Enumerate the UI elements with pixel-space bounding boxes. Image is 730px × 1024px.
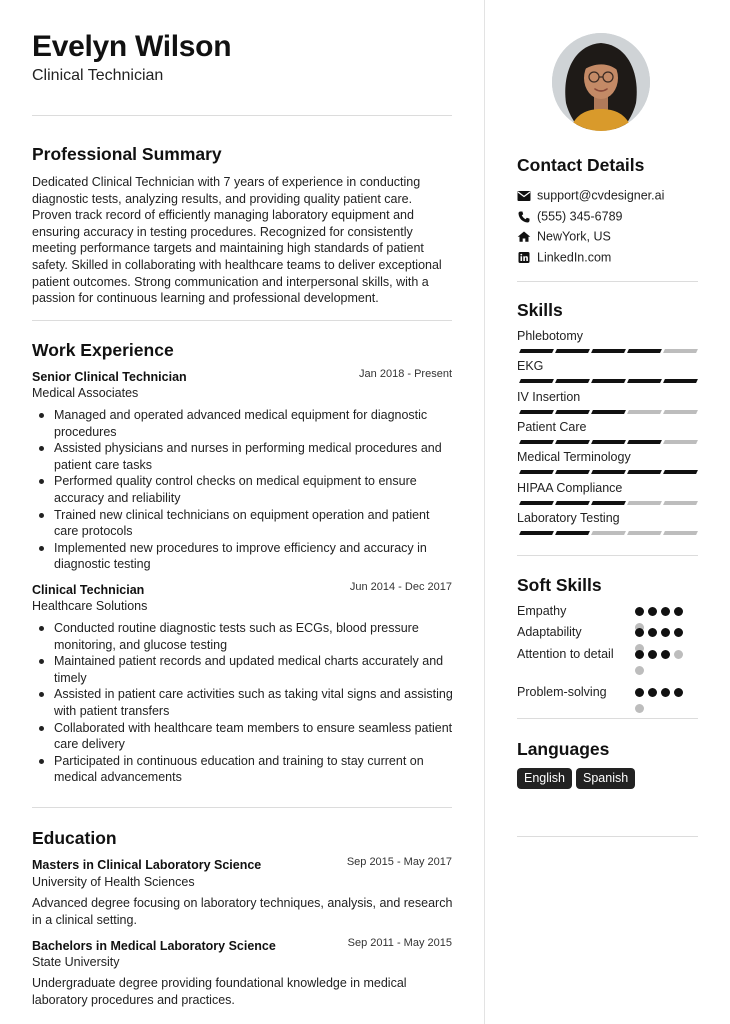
contact-linkedin[interactable] (517, 250, 611, 265)
contact-heading: Contact Details (517, 155, 645, 175)
skill-level-segment (663, 379, 698, 383)
summary-heading: Professional Summary (32, 144, 222, 164)
rating-dot (635, 650, 644, 659)
soft-skill-name: Adaptability (517, 625, 582, 639)
summary-divider (32, 320, 452, 321)
header-divider (32, 115, 452, 116)
skill-level-segment (555, 531, 590, 535)
skill-name: Laboratory Testing (517, 510, 620, 525)
skill-level-segment (591, 531, 626, 535)
skill-level-segment (591, 440, 626, 444)
job-bullets (32, 620, 454, 786)
soft-skill-name: Problem-solving (517, 685, 607, 699)
rating-dot (674, 688, 683, 697)
rating-dot (635, 704, 644, 713)
skill-level-segment (555, 470, 590, 474)
skill-level-segment (555, 410, 590, 414)
rating-dot (661, 607, 670, 616)
skill-level-segment (627, 470, 662, 474)
skill-level-segment (519, 470, 554, 474)
rating-dot (661, 650, 670, 659)
skill-name: Phlebotomy (517, 329, 584, 343)
job-date: Jun 2014 - Dec 2017 (349, 581, 452, 593)
skill-level-segment (519, 410, 554, 414)
skill-level-segment (627, 531, 662, 535)
rating-dot (648, 688, 657, 697)
soft-skills-divider (517, 718, 698, 719)
skill-level-bar (518, 379, 697, 383)
skill-level-segment (519, 501, 554, 505)
skills-divider (517, 555, 698, 556)
skill-level-segment (519, 349, 554, 353)
skill-level-segment (627, 379, 662, 383)
skill-level-segment (627, 349, 662, 353)
job-bullets (32, 407, 454, 573)
skill-level-segment (555, 349, 590, 353)
rating-dot (648, 607, 657, 616)
degree-date: Sep 2015 - May 2017 (346, 856, 452, 868)
languages-divider (517, 836, 698, 837)
skill-name: IV Insertion (517, 389, 581, 404)
skill-level-segment (555, 501, 590, 505)
skill-level-segment (627, 501, 662, 505)
contact-linkedin-text: LinkedIn.com (537, 250, 612, 265)
contact-location (517, 229, 611, 244)
rating-dot (674, 650, 683, 659)
list-item: Participated in continuous education and training to stay current on medical advancements (54, 753, 454, 786)
list-item: Managed and operated advanced medical equipment for diagnostic procedures (54, 407, 454, 440)
list-item: Trained new clinical technicians on equipment operation and patient care protocols (54, 507, 454, 540)
language-chip: English (517, 768, 572, 789)
skill-level-segment (555, 440, 590, 444)
degree-date: Sep 2011 - May 2015 (347, 937, 452, 949)
skill-name: Medical Terminology (517, 450, 631, 465)
experience-heading: Work Experience (32, 340, 174, 360)
experience-divider (32, 807, 452, 808)
skill-level-segment (663, 410, 698, 414)
job-date: Jan 2018 - Present (359, 368, 452, 380)
degree-description: Undergraduate degree providing foundational knowledge in medical laboratory procedures and practices. (32, 976, 407, 1007)
skill-level-bar (518, 440, 697, 444)
rating-dot (635, 628, 644, 637)
candidate-title: Clinical Technician (32, 67, 164, 84)
list-item: Assisted physicians and nurses in performing medical procedures and patient care tasks (54, 440, 454, 473)
phone-icon (517, 211, 531, 223)
job-title: Senior Clinical Technician (32, 370, 187, 384)
rating-dot (648, 628, 657, 637)
skill-level-bar (518, 470, 697, 474)
skill-level-segment (591, 410, 626, 414)
skill-name: HIPAA Compliance (517, 480, 623, 495)
rating-dot (661, 688, 670, 697)
skill-level-bar (518, 501, 697, 505)
skill-name: EKG (517, 359, 544, 374)
list-item: Performed quality control checks on medical equipment to ensure accuracy and reliability (54, 473, 454, 506)
language-chip: Spanish (576, 768, 635, 789)
skill-level-bar (518, 349, 697, 353)
skill-level-segment (663, 501, 698, 505)
skill-level-bar (518, 531, 697, 535)
degree-title: Bachelors in Medical Laboratory Science (32, 939, 276, 953)
skill-level-segment (555, 379, 590, 383)
skill-level-segment (591, 470, 626, 474)
skill-level-segment (591, 379, 626, 383)
soft-skill-name: Attention to detail (517, 647, 614, 661)
linkedin-icon (517, 252, 531, 263)
job-company: Healthcare Solutions (32, 599, 148, 613)
list-item: Collaborated with healthcare team members to ensure seamless patient care delivery (54, 720, 453, 752)
skill-level-segment (627, 410, 662, 414)
avatar (552, 33, 650, 131)
contact-phone-text: (555) 345-6789 (537, 209, 623, 224)
contact-location-text: NewYork, US (537, 229, 611, 244)
contact-divider (517, 281, 698, 282)
school-name: University of Health Sciences (32, 875, 195, 889)
degree-description: Advanced degree focusing on laboratory techniques, analysis, and research in a clinical setting. (32, 896, 453, 927)
contact-phone[interactable] (517, 209, 622, 224)
skill-level-segment (519, 440, 554, 444)
column-divider (484, 0, 485, 1024)
candidate-name: Evelyn Wilson (32, 30, 232, 63)
rating-dot (635, 607, 644, 616)
rating-dot (635, 666, 644, 675)
skill-level-segment (591, 349, 626, 353)
skill-level-segment (663, 531, 698, 535)
skill-level-segment (519, 531, 554, 535)
rating-dot (674, 628, 683, 637)
list-item: Maintained patient records and updated medical charts accurately and timely (54, 653, 454, 686)
soft-skill-name: Empathy (517, 604, 567, 618)
profile-photo (552, 33, 650, 131)
skill-level-segment (663, 470, 698, 474)
rating-dot (635, 688, 644, 697)
contact-email-text: support@cvdesigner.ai (537, 188, 665, 203)
skill-level-segment (663, 440, 698, 444)
skill-level-segment (519, 379, 554, 383)
job-company: Medical Associates (32, 386, 139, 400)
rating-dot (674, 607, 683, 616)
skill-name: Patient Care (517, 419, 587, 434)
skill-level-segment (591, 501, 626, 505)
summary-text: Dedicated Clinical Technician with 7 years of experience in conducting diagnostic tests, analyzing results, and providing quality patient care. Proven track record of efficiently managing laboratory equipment and ensuring accuracy in testing procedures. Recognized for consistently meeting performance targets and maintaining high standards of patient safety. Skilled in collaborating with healthcare teams to deliver exceptional patient outcomes. Strong communication and interpersonal skills, with a passion for continuous learning and professional development. (32, 175, 442, 306)
rating-dot (648, 650, 657, 659)
contact-email[interactable] (517, 188, 664, 203)
rating-dot (661, 628, 670, 637)
skill-level-bar (518, 410, 697, 414)
list-item: Assisted in patient care activities such as taking vital signs and assisting with patient transfers (54, 687, 453, 718)
skill-level-segment (627, 440, 662, 444)
degree-title: Masters in Clinical Laboratory Science (32, 858, 262, 872)
school-name: State University (32, 955, 120, 969)
soft-skills-heading: Soft Skills (517, 575, 602, 595)
skill-level-segment (663, 349, 698, 353)
education-heading: Education (32, 828, 117, 848)
list-item: Conducted routine diagnostic tests such as ECGs, blood pressure monitoring, and glucose testing (54, 620, 454, 653)
languages-heading: Languages (517, 739, 610, 759)
envelope-icon (517, 191, 531, 201)
job-title: Clinical Technician (32, 583, 145, 597)
skills-heading: Skills (517, 300, 563, 320)
list-item: Implemented new procedures to improve efficiency and accuracy in diagnostic testing (54, 540, 454, 573)
home-icon (517, 231, 531, 242)
